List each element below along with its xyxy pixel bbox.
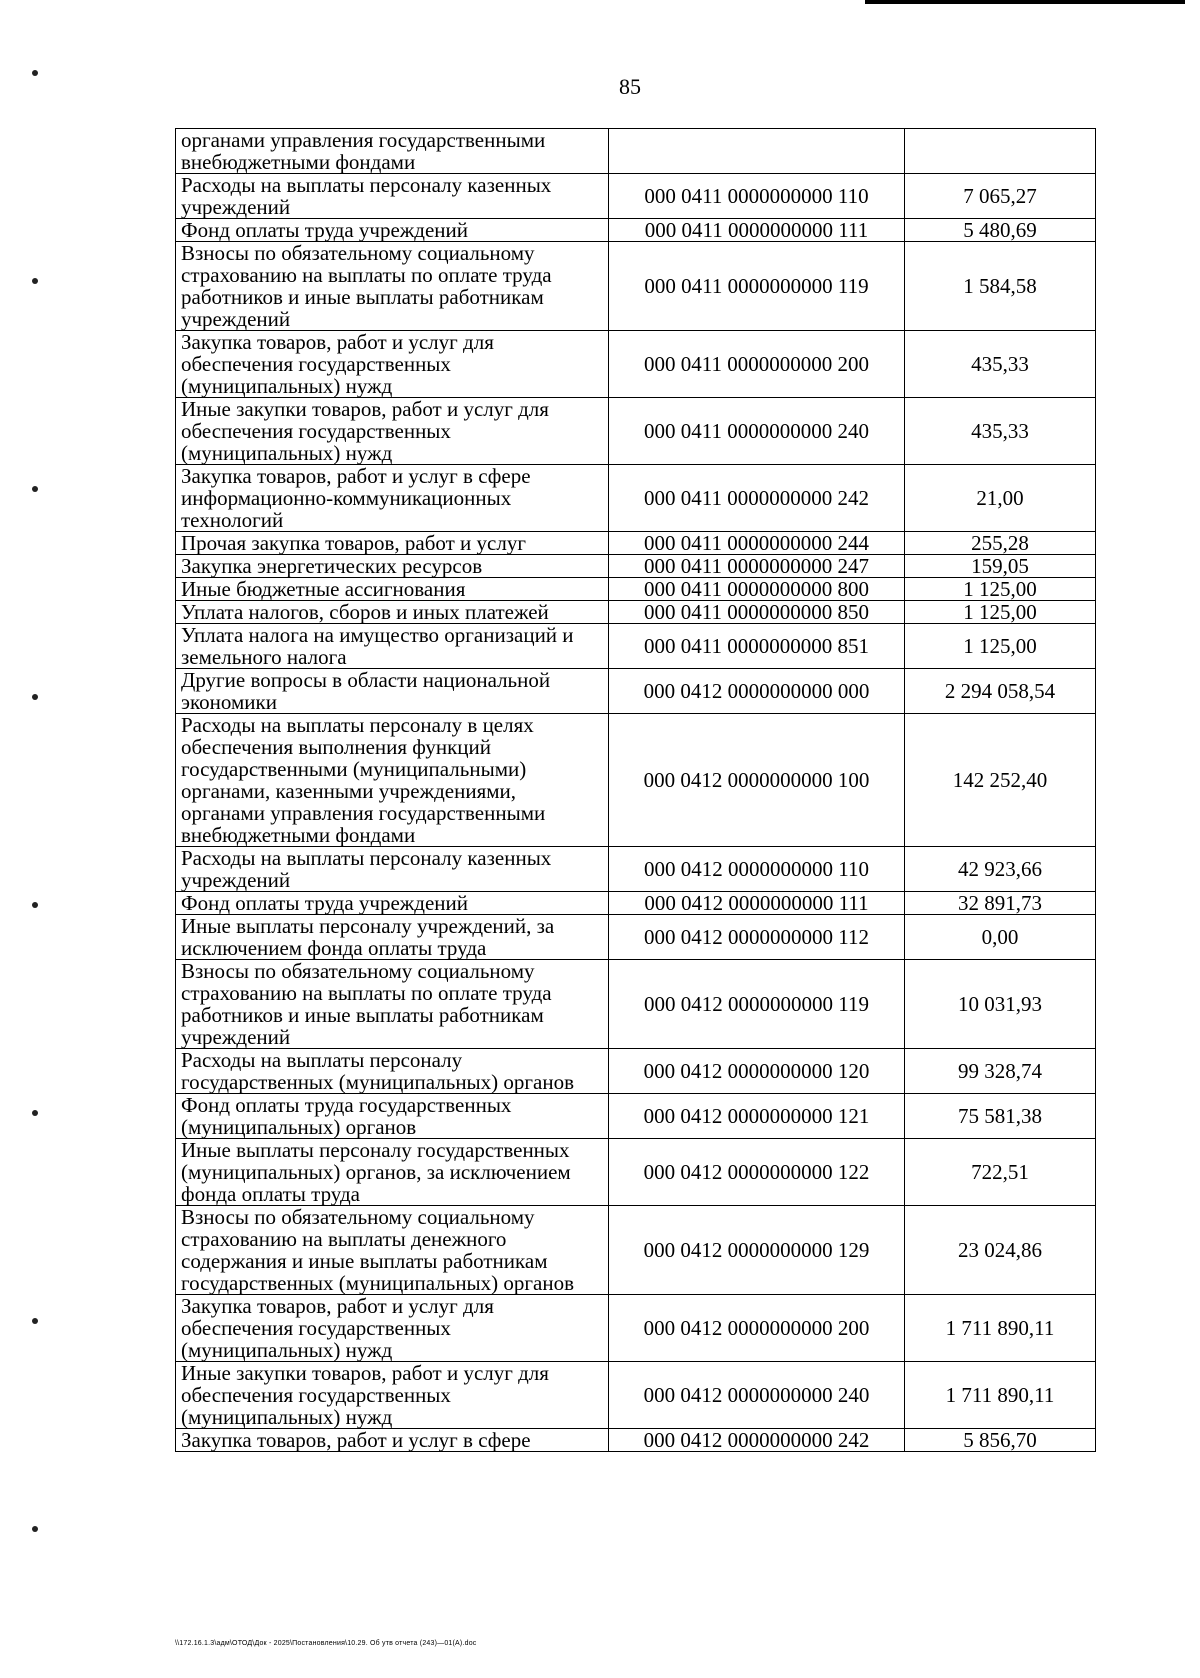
- table-row: [176, 129, 1096, 174]
- row-code-cell: 000 0411 0000000000 111: [609, 219, 905, 242]
- row-amount-cell: 5 856,70: [905, 1429, 1096, 1452]
- budget-table: [175, 128, 1096, 1452]
- row-amount-cell: 435,33: [905, 398, 1096, 465]
- row-code-cell: 000 0412 0000000000 112: [609, 915, 905, 960]
- table-row: [176, 1362, 1096, 1429]
- row-code-cell: 000 0412 0000000000 129: [609, 1206, 905, 1295]
- row-name-cell: Иные бюджетные ассигнования: [176, 578, 609, 601]
- row-code-cell: 000 0411 0000000000 200: [609, 331, 905, 398]
- row-code-cell: 000 0411 0000000000 247: [609, 555, 905, 578]
- table-row: [176, 915, 1096, 960]
- row-amount-cell: 32 891,73: [905, 892, 1096, 915]
- row-amount-cell: 722,51: [905, 1139, 1096, 1206]
- table-row: [176, 174, 1096, 219]
- row-amount-cell: 42 923,66: [905, 847, 1096, 892]
- table-row: [176, 714, 1096, 847]
- table-row: [176, 669, 1096, 714]
- row-amount-cell: 23 024,86: [905, 1206, 1096, 1295]
- row-name-cell: Уплата налогов, сборов и иных платежей: [176, 601, 609, 624]
- row-amount-cell: [905, 129, 1096, 174]
- row-name-cell: Расходы на выплаты персоналу казенных учреждений: [176, 847, 609, 892]
- table-row: [176, 331, 1096, 398]
- row-amount-cell: 255,28: [905, 532, 1096, 555]
- row-name-cell: Закупка товаров, работ и услуг в сфере информационно-коммуникационных технологий: [176, 465, 609, 532]
- row-code-cell: 000 0412 0000000000 122: [609, 1139, 905, 1206]
- table-row: [176, 847, 1096, 892]
- row-code-cell: 000 0412 0000000000 121: [609, 1094, 905, 1139]
- row-code-cell: 000 0412 0000000000 100: [609, 714, 905, 847]
- row-amount-cell: 21,00: [905, 465, 1096, 532]
- row-amount-cell: 435,33: [905, 331, 1096, 398]
- row-code-cell: 000 0411 0000000000 244: [609, 532, 905, 555]
- row-name-cell: Фонд оплаты труда учреждений: [176, 892, 609, 915]
- row-name-cell: Фонд оплаты труда государственных (муниципальных) органов: [176, 1094, 609, 1139]
- table-row: [176, 960, 1096, 1049]
- table-row: [176, 1206, 1096, 1295]
- row-name-cell: Иные выплаты персоналу учреждений, за исключением фонда оплаты труда: [176, 915, 609, 960]
- row-amount-cell: 1 125,00: [905, 578, 1096, 601]
- row-name-cell: органами управления государственными внебюджетными фондами: [176, 129, 609, 174]
- row-amount-cell: 10 031,93: [905, 960, 1096, 1049]
- table-row: [176, 601, 1096, 624]
- row-name-cell: Фонд оплаты труда учреждений: [176, 219, 609, 242]
- row-name-cell: Иные закупки товаров, работ и услуг для обеспечения государственных (муниципальных) нужд: [176, 398, 609, 465]
- row-code-cell: 000 0412 0000000000 119: [609, 960, 905, 1049]
- row-code-cell: [609, 129, 905, 174]
- row-code-cell: 000 0411 0000000000 800: [609, 578, 905, 601]
- row-name-cell: Расходы на выплаты персоналу казенных учреждений: [176, 174, 609, 219]
- row-name-cell: Закупка товаров, работ и услуг в сфере: [176, 1429, 609, 1452]
- table-row: [176, 465, 1096, 532]
- row-amount-cell: 1 711 890,11: [905, 1362, 1096, 1429]
- row-amount-cell: 0,00: [905, 915, 1096, 960]
- table-row: [176, 1094, 1096, 1139]
- page-number: 85: [619, 74, 641, 99]
- row-name-cell: Взносы по обязательному социальному страхованию на выплаты денежного содержания и иные выплаты работникам государственных (муниципальных) органов: [176, 1206, 609, 1295]
- table-row: [176, 892, 1096, 915]
- top-rule: [865, 0, 1185, 4]
- row-amount-cell: 142 252,40: [905, 714, 1096, 847]
- row-name-cell: Закупка энергетических ресурсов: [176, 555, 609, 578]
- row-code-cell: 000 0411 0000000000 119: [609, 242, 905, 331]
- row-amount-cell: 7 065,27: [905, 174, 1096, 219]
- row-name-cell: Закупка товаров, работ и услуг для обеспечения государственных (муниципальных) нужд: [176, 331, 609, 398]
- table-row: [176, 1295, 1096, 1362]
- row-name-cell: Прочая закупка товаров, работ и услуг: [176, 532, 609, 555]
- row-code-cell: 000 0412 0000000000 240: [609, 1362, 905, 1429]
- row-name-cell: Взносы по обязательному социальному страхованию на выплаты по оплате труда работников и иные выплаты работникам учреждений: [176, 242, 609, 331]
- budget-table-body: [176, 129, 1096, 1452]
- row-name-cell: Взносы по обязательному социальному страхованию на выплаты по оплате труда работников и иные выплаты работникам учреждений: [176, 960, 609, 1049]
- row-name-cell: Расходы на выплаты персоналу государственных (муниципальных) органов: [176, 1049, 609, 1094]
- row-name-cell: Иные закупки товаров, работ и услуг для обеспечения государственных (муниципальных) нужд: [176, 1362, 609, 1429]
- row-code-cell: 000 0412 0000000000 111: [609, 892, 905, 915]
- row-code-cell: 000 0412 0000000000 200: [609, 1295, 905, 1362]
- row-code-cell: 000 0411 0000000000 851: [609, 624, 905, 669]
- row-code-cell: 000 0412 0000000000 120: [609, 1049, 905, 1094]
- row-amount-cell: 99 328,74: [905, 1049, 1096, 1094]
- table-row: [176, 578, 1096, 601]
- row-amount-cell: 1 125,00: [905, 624, 1096, 669]
- table-row: [176, 398, 1096, 465]
- row-amount-cell: 1 711 890,11: [905, 1295, 1096, 1362]
- table-row: [176, 624, 1096, 669]
- table-row: [176, 219, 1096, 242]
- row-code-cell: 000 0411 0000000000 850: [609, 601, 905, 624]
- row-amount-cell: 75 581,38: [905, 1094, 1096, 1139]
- row-amount-cell: 1 584,58: [905, 242, 1096, 331]
- table-row: [176, 1139, 1096, 1206]
- row-amount-cell: 5 480,69: [905, 219, 1096, 242]
- row-name-cell: Уплата налога на имущество организаций и земельного налога: [176, 624, 609, 669]
- table-row: [176, 1049, 1096, 1094]
- table-row: [176, 532, 1096, 555]
- file-path-footer: \\172.16.1.3\адм\ОТОД\Док - 2025\Постановления\10.29. Об утв отчета (243)—01(А).doc: [175, 1640, 477, 1647]
- row-name-cell: Расходы на выплаты персоналу в целях обеспечения выполнения функций государственными (муниципальными) органами, казенными учреждениями, органами управления государственными внебюджетными фондами: [176, 714, 609, 847]
- row-amount-cell: 159,05: [905, 555, 1096, 578]
- table-row: [176, 242, 1096, 331]
- row-name-cell: Иные выплаты персоналу государственных (муниципальных) органов, за исключением фонда оплаты труда: [176, 1139, 609, 1206]
- table-row: [176, 1429, 1096, 1452]
- table-row: [176, 555, 1096, 578]
- row-amount-cell: 1 125,00: [905, 601, 1096, 624]
- row-code-cell: 000 0411 0000000000 242: [609, 465, 905, 532]
- row-amount-cell: 2 294 058,54: [905, 669, 1096, 714]
- row-code-cell: 000 0412 0000000000 242: [609, 1429, 905, 1452]
- row-code-cell: 000 0411 0000000000 240: [609, 398, 905, 465]
- row-code-cell: 000 0412 0000000000 000: [609, 669, 905, 714]
- row-code-cell: 000 0412 0000000000 110: [609, 847, 905, 892]
- row-name-cell: Другие вопросы в области национальной экономики: [176, 669, 609, 714]
- row-code-cell: 000 0411 0000000000 110: [609, 174, 905, 219]
- row-name-cell: Закупка товаров, работ и услуг для обеспечения государственных (муниципальных) нужд: [176, 1295, 609, 1362]
